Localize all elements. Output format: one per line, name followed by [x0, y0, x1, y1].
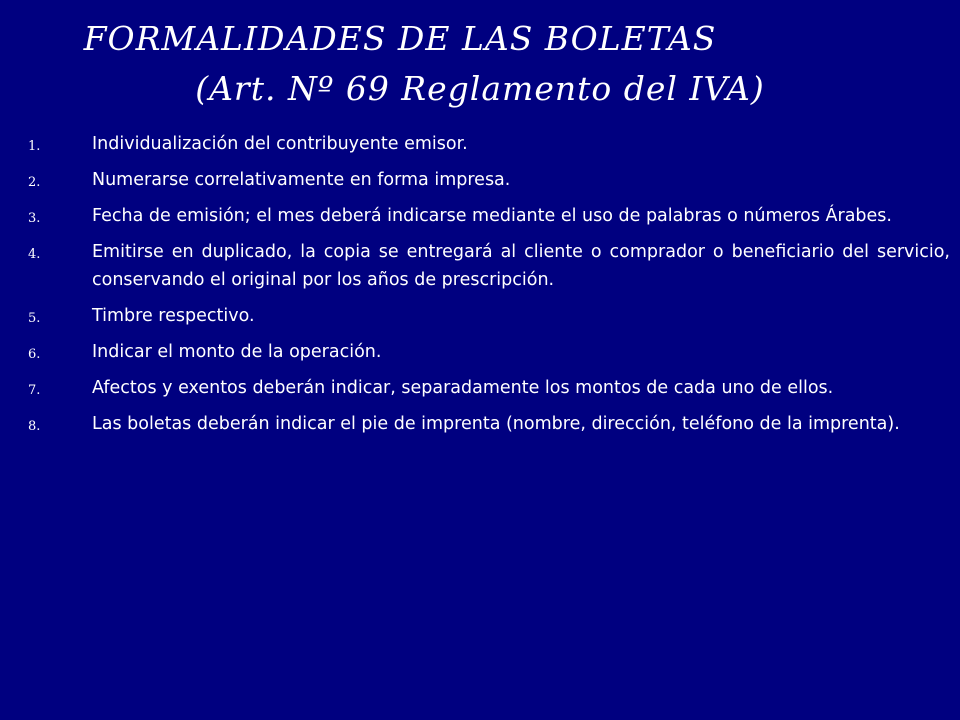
list-item-text: Individualización del contribuyente emisor.	[92, 134, 468, 154]
list-item	[28, 238, 950, 294]
title-line-2: (Art. Nº 69 Reglamento del IVA)	[195, 69, 765, 108]
list-item-number: 6.	[28, 347, 41, 362]
list-item-text: Fecha de emisión; el mes deberá indicarse mediante el uso de palabras o números Árabes.	[92, 206, 892, 226]
list-item-number: 5.	[28, 311, 41, 326]
list-item-text: Afectos y exentos deberán indicar, separadamente los montos de cada uno de ellos.	[92, 378, 834, 398]
list-item-number: 2.	[28, 175, 41, 190]
list-item-text: Indicar el monto de la operación.	[92, 342, 382, 362]
list-item-number: 1.	[28, 139, 41, 154]
formalities-list	[28, 130, 950, 446]
list-item	[28, 302, 950, 330]
list-item-text: Emitirse en duplicado, la copia se entregará al cliente o comprador o beneficiario del servicio, conservando el original por los años de prescripción.	[92, 242, 950, 290]
list-item	[28, 338, 950, 366]
title-line-1: FORMALIDADES DE LAS BOLETAS	[83, 19, 717, 58]
list-item-number: 7.	[28, 383, 41, 398]
list-item-number: 3.	[28, 211, 41, 226]
slide-title	[0, 14, 960, 114]
list-item	[28, 202, 950, 230]
list-item	[28, 130, 950, 158]
list-item-number: 8.	[28, 419, 41, 434]
list-item	[28, 166, 950, 194]
list-item-text: Las boletas deberán indicar el pie de imprenta (nombre, dirección, teléfono de la imprenta).	[92, 414, 900, 434]
list-item-text: Numerarse correlativamente en forma impresa.	[92, 170, 511, 190]
list-item-text: Timbre respectivo.	[92, 306, 255, 326]
list-item-number: 4.	[28, 247, 41, 262]
list-item	[28, 410, 950, 438]
list-item	[28, 374, 950, 402]
